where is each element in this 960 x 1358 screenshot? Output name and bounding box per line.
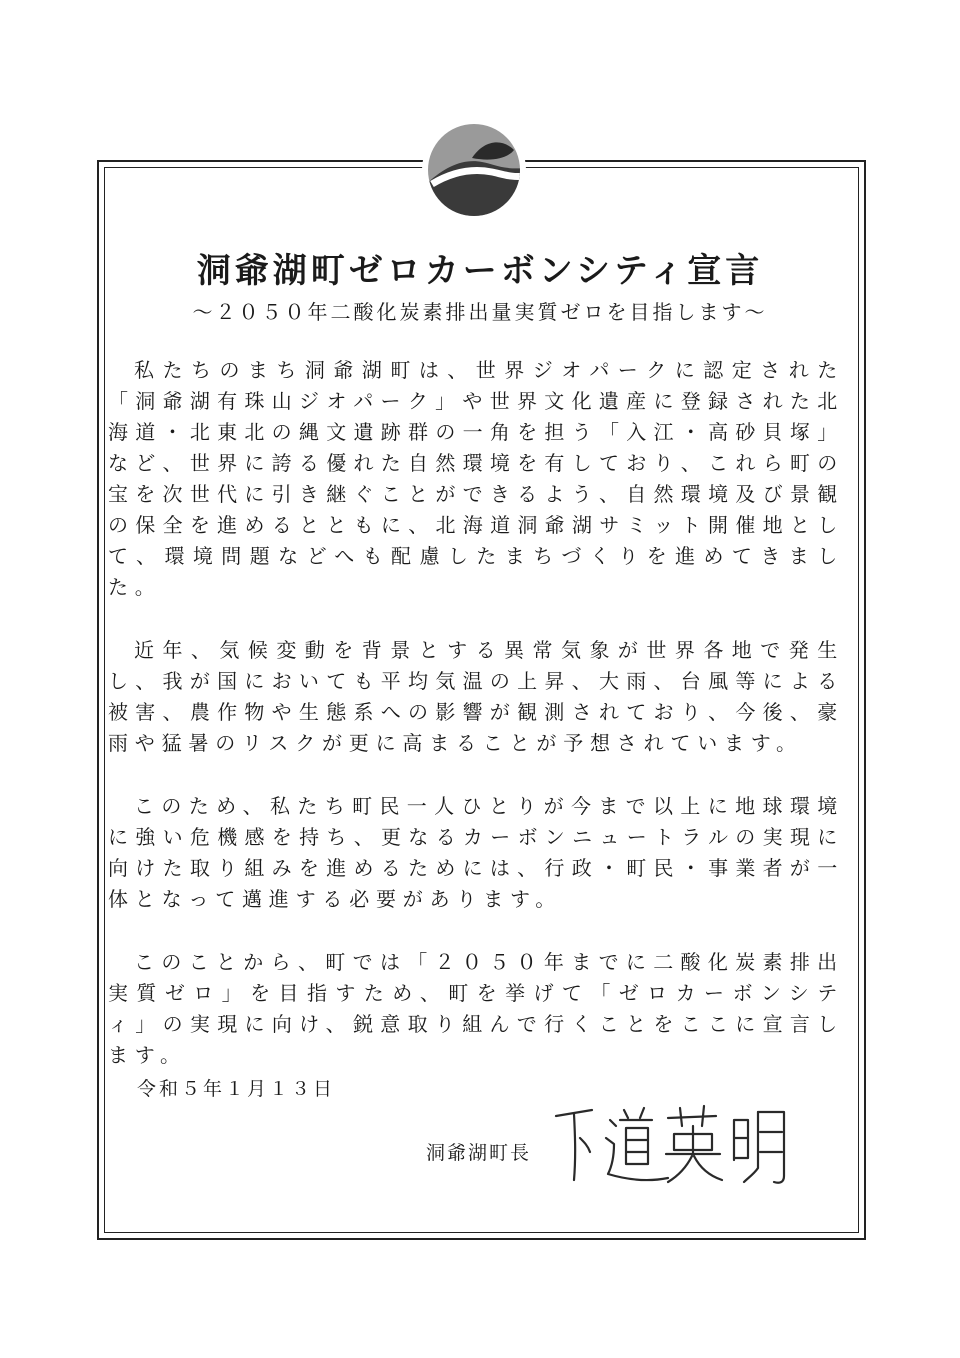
page-title: 洞爺湖町ゼロカーボンシティ宣言 <box>196 251 764 291</box>
mayor-title: 洞爺湖町長 <box>426 1142 532 1164</box>
declaration-date: 令和５年１月１３日 <box>137 1078 336 1100</box>
declaration-body <box>108 355 844 1103</box>
page-subtitle: ～２０５０年二酸化炭素排出量実質ゼロを目指します～ <box>192 300 768 324</box>
paragraph: このことから、町では「２０５０年までに二酸化炭素排出実質ゼロ」を目指すため、町を挙げて「ゼロカーボンシティ」の実現に向け、鋭意取り組んで行くことをここに宣言します。 <box>108 950 844 1067</box>
paragraph: このため、私たち町民一人ひとりが今まで以上に地球環境に強い危機感を持ち、更なるカーボンニュートラルの実現に向けた取り組みを進めるためには、行政・町民・事業者が一体となって邁進する必要があります。 <box>108 794 844 911</box>
paragraph: 私たちのまち洞爺湖町は、世界ジオパークに認定された「洞爺湖有珠山ジオパーク」や世界文化遺産に登録された北海道・北東北の縄文遺跡群の一角を担う「入江・高砂貝塚」など、世界に誇る優れた自然環境を有しており、これら町の宝を次世代に引き継ぐことができるよう、自然環境及び景観の保全を進めるとともに、北海道洞爺湖サミット開催地として、環境問題などへも配慮したまちづくりを進めてきました。 <box>108 358 844 599</box>
mayor-signature <box>548 1098 798 1188</box>
town-emblem-icon <box>422 118 526 222</box>
paragraph: 近年、気候変動を背景とする異常気象が世界各地で発生し、我が国においても平均気温の上昇、大雨、台風等による被害、農作物や生態系への影響が観測されており、今後、豪雨や猛暑のリスクが更に高まることが予想されています。 <box>108 638 844 755</box>
